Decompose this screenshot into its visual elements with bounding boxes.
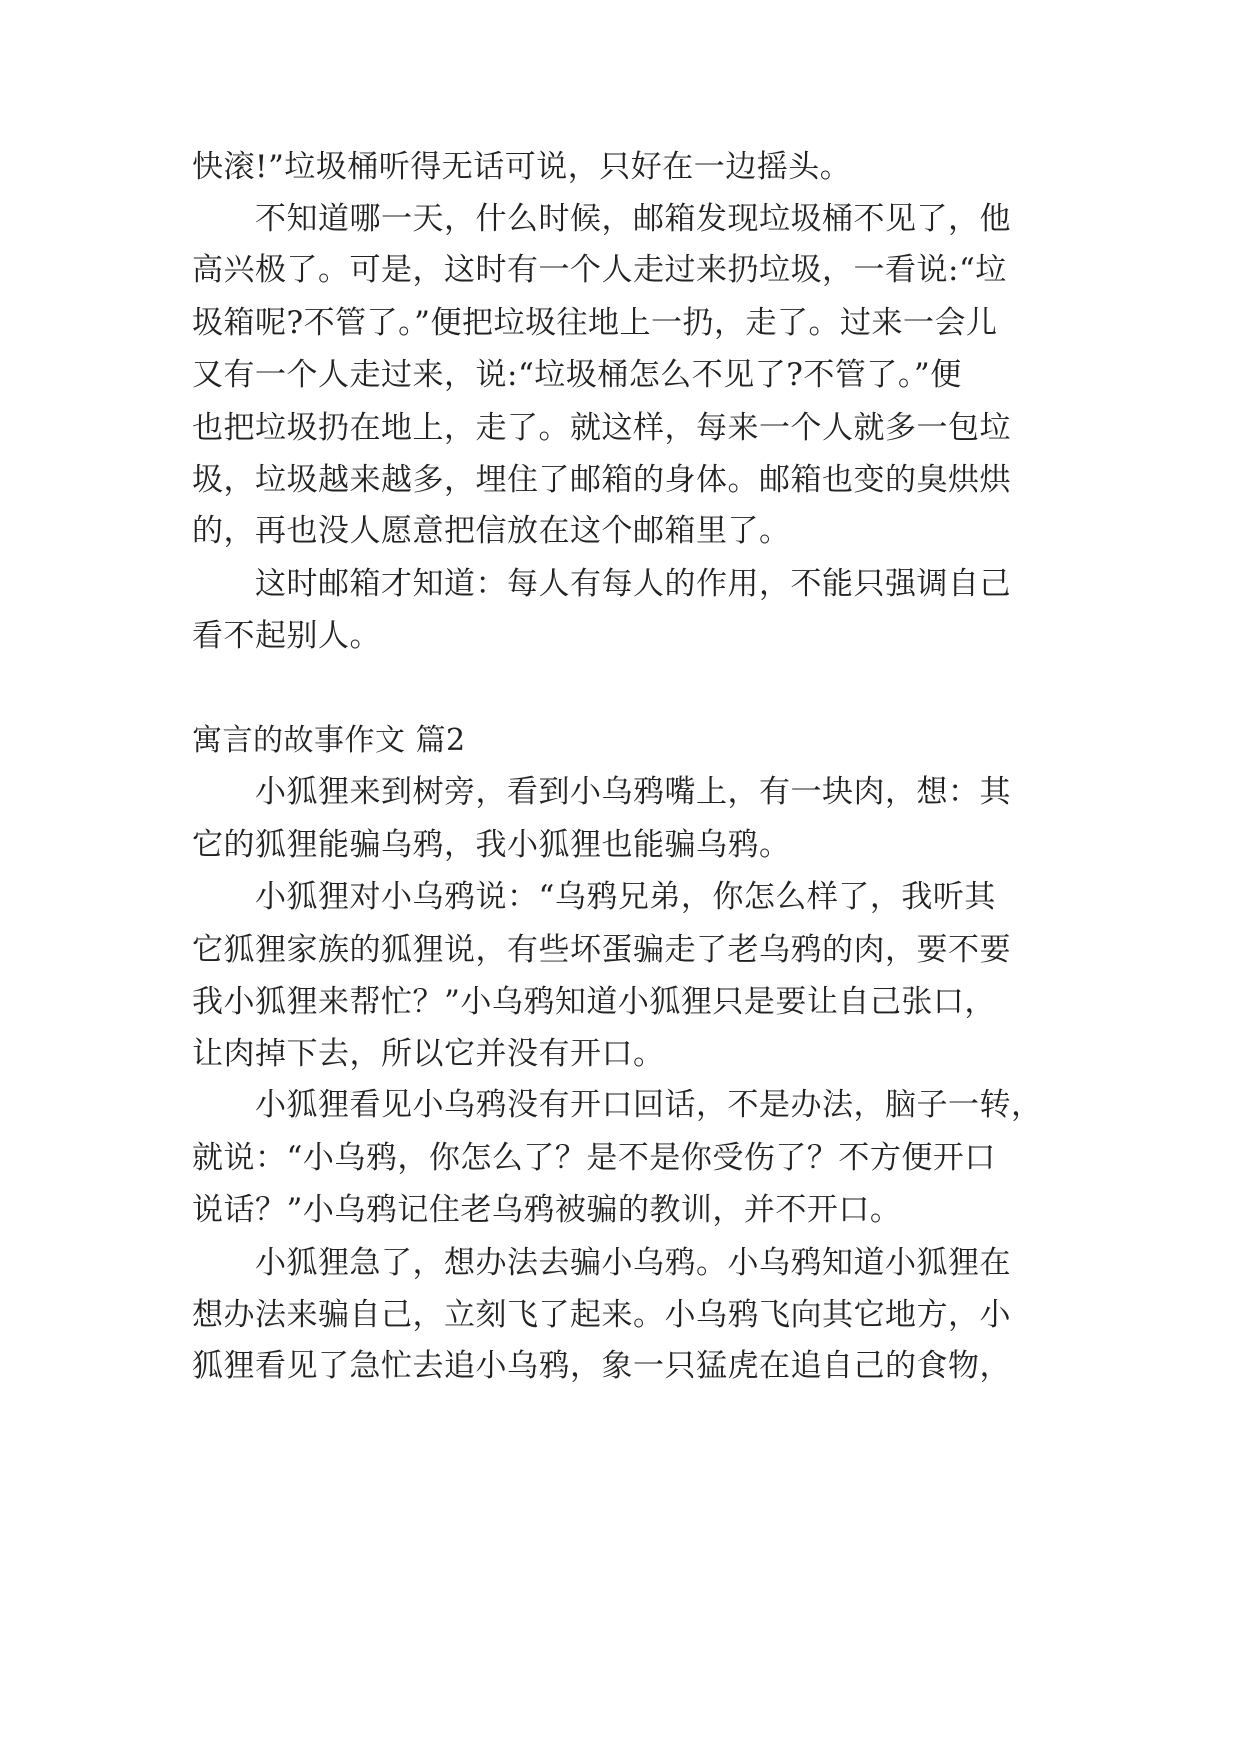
paragraph-start: 小狐狸看见小乌鸦没有开口回话，不是办法，脑子一转，	[255, 1087, 1043, 1123]
section-heading: 寓言的故事作文 篇2	[192, 723, 466, 758]
text-line: 说话？”小乌鸦记住老乌鸦被骗的教训，并不开口。	[192, 1192, 902, 1228]
paragraph-start: 小狐狸对小乌鸦说：“乌鸦兄弟，你怎么样了，我听其	[255, 879, 996, 915]
paragraph-start: 这时邮箱才知道：每人有每人的作用，不能只强调自己	[255, 566, 1011, 602]
text-line: 圾，垃圾越来越多，埋住了邮箱的身体。邮箱也变的臭烘烘	[192, 462, 1011, 498]
text-line: 狐狸看见了急忙去追小乌鸦，象一只猛虎在追自己的食物，	[192, 1348, 1011, 1384]
text-line: 它狐狸家族的狐狸说，有些坏蛋骗走了老乌鸦的肉，要不要	[192, 932, 1011, 968]
text-line: 也把垃圾扔在地上，走了。就这样，每来一个人就多一包垃	[192, 410, 1011, 446]
text-line: 看不起别人。	[192, 618, 381, 654]
text-line: 我小狐狸来帮忙？”小乌鸦知道小狐狸只是要让自己张口，	[192, 984, 996, 1020]
text-line: 让肉掉下去，所以它并没有开口。	[192, 1036, 665, 1072]
paragraph-start: 小狐狸来到树旁，看到小乌鸦嘴上，有一块肉，想：其	[255, 774, 1011, 810]
text-line: 圾箱呢?不管了。”便把垃圾往地上一扔，走了。过来一会儿	[192, 305, 998, 341]
text-line: 的，再也没人愿意把信放在这个邮箱里了。	[192, 513, 791, 549]
text-line: 它的狐狸能骗乌鸦，我小狐狸也能骗乌鸦。	[192, 827, 791, 863]
text-line: 又有一个人走过来，说:“垃圾桶怎么不见了?不管了。”便	[192, 357, 962, 393]
text-line: 想办法来骗自己，立刻飞了起来。小乌鸦飞向其它地方，小	[192, 1297, 1011, 1333]
text-line: 快滚!”垃圾桶听得无话可说，只好在一边摇头。	[192, 149, 852, 185]
text-line: 就说：“小乌鸦，你怎么了？是不是你受伤了？不方便开口	[192, 1140, 996, 1176]
paragraph-start: 不知道哪一天，什么时候，邮箱发现垃圾桶不见了，他	[255, 201, 1011, 237]
paragraph-start: 小狐狸急了，想办法去骗小乌鸦。小乌鸦知道小狐狸在	[255, 1245, 1011, 1281]
text-line: 高兴极了。可是，这时有一个人走过来扔垃圾，一看说:“垃	[192, 252, 1007, 288]
